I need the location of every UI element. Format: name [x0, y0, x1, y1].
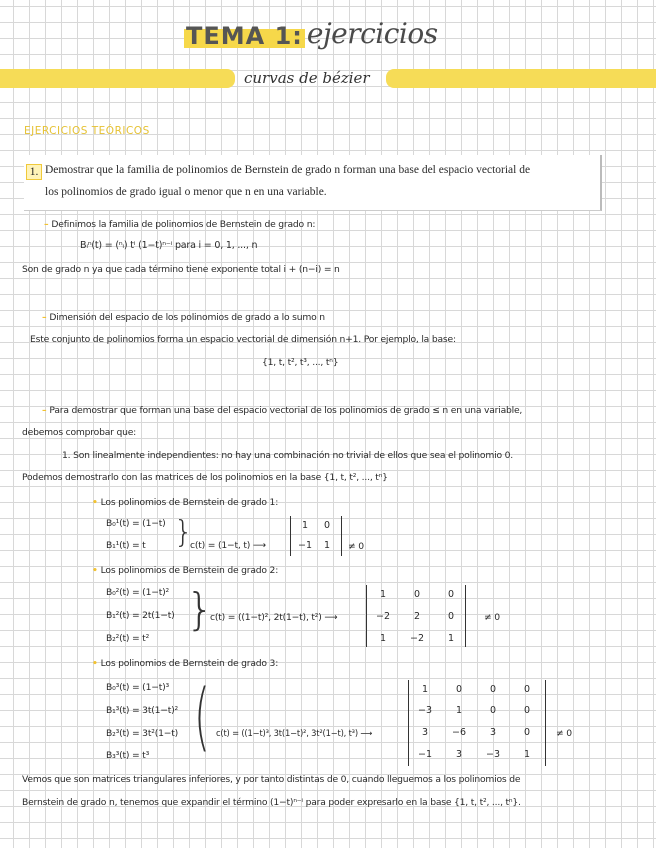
- matrix-cell: 0: [489, 684, 497, 695]
- matrix-cell: 2: [413, 611, 421, 622]
- degree1-poly-1: B₁¹(t) = t: [106, 540, 146, 551]
- title-highlight: TEMA 1:: [186, 22, 303, 50]
- matrix-cell: 3: [455, 749, 463, 760]
- matrix-cell: 0: [323, 520, 331, 531]
- matrix-cell: 1: [523, 749, 531, 760]
- title-script: ejercicios: [306, 17, 438, 50]
- page-title: [186, 14, 438, 50]
- proof-line1: – Para demostrar que forman una base del espacio vectorial de los polinomios de grado ≤ n en una variable,: [42, 405, 523, 416]
- bullet-icon: –: [42, 312, 50, 323]
- degree1-heading: • Los polinomios de Bernstein de grado 1:: [92, 497, 279, 508]
- matrix-cell: 0: [523, 727, 531, 738]
- brace-icon: }: [186, 584, 214, 635]
- section-heading: EJERCICIOS TEÓRICOS: [24, 125, 150, 137]
- degree2-vector: c(t) = ((1−t)², 2t(1−t), t²) ⟶: [210, 612, 338, 623]
- degree3-poly-1: B₁³(t) = 3t(1−t)²: [106, 705, 179, 716]
- matrix-cell: 1: [379, 633, 387, 644]
- degree2-poly-0: B₀²(t) = (1−t)²: [106, 587, 169, 598]
- bullet-icon: •: [92, 658, 101, 669]
- page-subtitle: curvas de bézier: [244, 69, 370, 87]
- matrix-cell: 1: [455, 705, 463, 716]
- subtitle-band-right: [386, 69, 656, 88]
- matrix-cell: 1: [379, 589, 387, 600]
- subtitle-band-left: [0, 69, 235, 88]
- degree2-heading: • Los polinomios de Bernstein de grado 2:: [92, 565, 279, 576]
- definition-formula: Bᵢⁿ(t) = (ⁿᵢ) tⁱ (1−t)ⁿ⁻ⁱ para i = 0, 1, ..., n: [80, 240, 258, 251]
- bullet-icon: –: [44, 219, 52, 230]
- matrix-cell: 1: [323, 540, 331, 551]
- degree3-poly-2: B₂³(t) = 3t²(1−t): [106, 728, 179, 739]
- independence-subline: Podemos demostrarlo con las matrices de los polinomios en la base {1, t, t², ..., tⁿ}: [22, 472, 388, 483]
- matrix-cell: −2: [375, 611, 390, 622]
- matrix-cell: 0: [489, 705, 497, 716]
- degree3-result: ≠ 0: [556, 728, 572, 739]
- bullet-icon: •: [92, 497, 101, 508]
- matrix-cell: 0: [455, 684, 463, 695]
- exercise-statement-line2: los polinomios de grado igual o menor que n en una variable.: [45, 186, 327, 198]
- bullet-icon: –: [42, 405, 50, 416]
- matrix-cell: 1: [301, 520, 309, 531]
- conclusion-line2: Bernstein de grado n, tenemos que expandir el término (1−t)ⁿ⁻ⁱ para poder expresarlo en la base {1, t, t², ..., tⁿ}.: [22, 797, 521, 808]
- matrix-cell: 3: [421, 727, 429, 738]
- degree3-poly-3: B₃³(t) = t³: [106, 750, 150, 761]
- degree3-matrix: [408, 680, 546, 766]
- brace-icon: }: [174, 515, 194, 550]
- degree3-heading: • Los polinomios de Bernstein de grado 3:: [92, 658, 279, 669]
- degree3-poly-0: B₀³(t) = (1−t)³: [106, 682, 169, 693]
- independence-item: 1. Son linealmente independientes: no hay una combinación no trivial de ellos que sea el polinomio 0.: [62, 450, 513, 461]
- degree2-matrix: [366, 585, 466, 647]
- matrix-cell: −3: [485, 749, 500, 760]
- matrix-cell: −3: [417, 705, 432, 716]
- proof-line2: debemos comprobar que:: [22, 427, 137, 438]
- exercise-statement-line1: Demostrar que la familia de polinomios de Bernstein de grado n forman una base del espacio vectorial de: [45, 164, 531, 176]
- matrix-cell: −6: [451, 727, 466, 738]
- dimension-heading: – Dimensión del espacio de los polinomios de grado a lo sumo n: [42, 312, 325, 323]
- degree2-poly-1: B₁²(t) = 2t(1−t): [106, 610, 175, 621]
- matrix-cell: −1: [417, 749, 432, 760]
- degree1-poly-0: B₀¹(t) = (1−t): [106, 518, 166, 529]
- bullet-icon: •: [92, 565, 101, 576]
- matrix-cell: 0: [523, 705, 531, 716]
- dimension-line: Este conjunto de polinomios forma un espacio vectorial de dimensión n+1. Por ejemplo, la base:: [30, 334, 456, 345]
- matrix-cell: 1: [447, 633, 455, 644]
- degree1-matrix: [290, 516, 342, 556]
- matrix-cell: −2: [409, 633, 424, 644]
- degree1-vector: c(t) = (1−t, t) ⟶: [190, 540, 266, 551]
- degree3-vector: c(t) = ((1−t)³, 3t(1−t)², 3t²(1−t), t³) ⟶: [216, 728, 373, 738]
- matrix-cell: 1: [421, 684, 429, 695]
- matrix-cell: 0: [523, 684, 531, 695]
- brace-icon: (: [194, 674, 210, 760]
- conclusion-line1: Vemos que son matrices triangulares inferiores, y por tanto distintas de 0, cuando lleguemos a los polinomios de: [22, 774, 521, 785]
- matrix-cell: −1: [297, 540, 312, 551]
- degree-line: Son de grado n ya que cada término tiene exponente total i + (n−i) = n: [22, 264, 340, 275]
- degree1-result: ≠ 0: [348, 541, 364, 552]
- standard-basis: {1, t, t², t³, ..., tⁿ}: [262, 357, 339, 368]
- matrix-cell: 0: [447, 589, 455, 600]
- degree2-result: ≠ 0: [484, 612, 500, 623]
- matrix-cell: 0: [413, 589, 421, 600]
- degree2-poly-2: B₂²(t) = t²: [106, 633, 150, 644]
- matrix-cell: 3: [489, 727, 497, 738]
- exercise-number: 1.: [26, 164, 42, 180]
- matrix-cell: 0: [447, 611, 455, 622]
- definition-heading: – Definimos la familia de polinomios de Bernstein de grado n:: [44, 219, 316, 230]
